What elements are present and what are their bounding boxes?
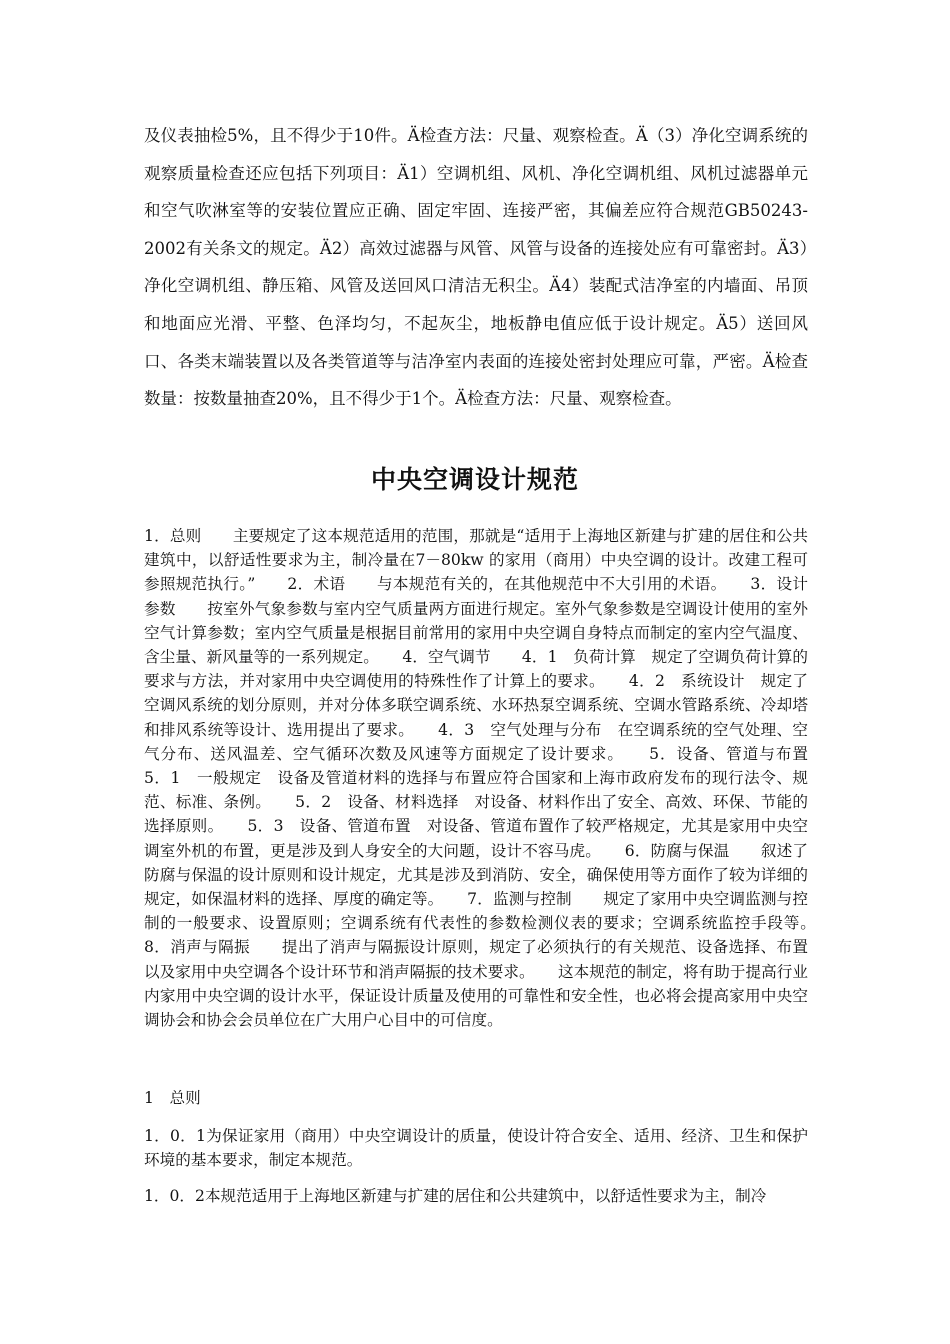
document-title: 中央空调设计规范 — [370, 465, 579, 494]
section-heading: 1 总则 — [144, 1089, 201, 1107]
inspection-paragraph: 及仪表抽检5%，且不得少于10件。Ä检查方法：尺量、观察检查。Ä（3）净化空调系统的观察质量检查还应包括下列项目：Ä1）空调机组、风机、净化空调机组、风机过滤器单元和空气吹淋室等的安装位置应正确、固定牢固、连接严密，其偏差应符合规范GB50243-2002有关条文的规定。Ä2）高效过滤器与风管、风管与设备的连接处应有可靠密封。Ä3）净化空调机组、静压箱、风管及送回风口清洁无积尘。Ä4）装配式洁净室的内墙面、吊顶和地面应光滑、平整、色泽均匀，不起灰尘，地板静电值应低于设计规定。Ä5）送回风口、各类末端装置以及各类管道等与洁净室内表面的连接处密封处理应可靠，严密。Ä检查数量：按数量抽查20%，且不得少于1个。Ä检查方法：尺量、观察检查。 — [144, 126, 808, 409]
clause-1-0-1: 1．0．1为保证家用（商用）中央空调设计的质量，使设计符合安全、适用、经济、卫生和保护环境的基本要求，制定本规范。 — [144, 1127, 808, 1170]
summary-paragraph: 1．总则 主要规定了这本规范适用的范围，那就是“适用于上海地区新建与扩建的居住和公共建筑中，以舒适性要求为主，制冷量在7－80kw 的家用（商用）中央空调的设计。改建工程可参照规范执行。” 2．术语 与本规范有关的，在其他规范中不大引用的术语。 3．设计参数 按室外气象参数与室内空气质量两方面进行规定。室外气象参数是空调设计使用的室外空气计算参数；室内空气质量是根据目前常用的家用中央空调自身特点而制定的室内空气温度、含尘量、新风量等的一系列规定。 4．空气调节 4．1 负荷计算 规定了空调负荷计算的要求与方法，并对家用中央空调使用的特殊性作了计算上的要求。 4．2 系统设计 规定了空调风系统的划分原则，并对分体多联空调系统、水环热泵空调系统、空调水管路系统、冷却塔和排风系统等设计、选用提出了要求。 4．3 空气处理与分布 在空调系统的空气处理、空气分布、送风温差、空气循环次数及风速等方面规定了设计要求。 5．设备、管道与布置 5．1 一般规定 设备及管道材料的选择与布置应符合国家和上海市政府发布的现行法令、规范、标准、条例。 5．2 设备、材料选择 对设备、材料作出了安全、高效、环保、节能的选择原则。 5．3 设备、管道布置 对设备、管道布置作了较严格规定，尤其是家用中央空调室外机的布置，更是涉及到人身安全的大问题，设计不容马虎。 6．防腐与保温 叙述了防腐与保温的设计原则和设计规定，尤其是涉及到消防、安全，确保使用等方面作了较为详细的规定，如保温材料的选择、厚度的确定等。 7．监测与控制 规定了家用中央空调监测与控制的一般要求、设置原则；空调系统有代表性的参数检测仪表的要求；空调系统监控手段等。 8．消声与隔振 提出了消声与隔振设计原则，规定了必须执行的有关规范、设备选择、布置以及家用中央空调各个设计环节和消声隔振的技术要求。 这本规范的制定，将有助于提高行业内家用中央空调的设计水平，保证设计质量及使用的可靠性和安全性，也必将会提高家用中央空调协会和协会会员单位在广大用户心目中的可信度。 — [144, 527, 840, 1030]
clause-1-0-2: 1．0．2本规范适用于上海地区新建与扩建的居住和公共建筑中，以舒适性要求为主，制冷 — [144, 1187, 767, 1205]
